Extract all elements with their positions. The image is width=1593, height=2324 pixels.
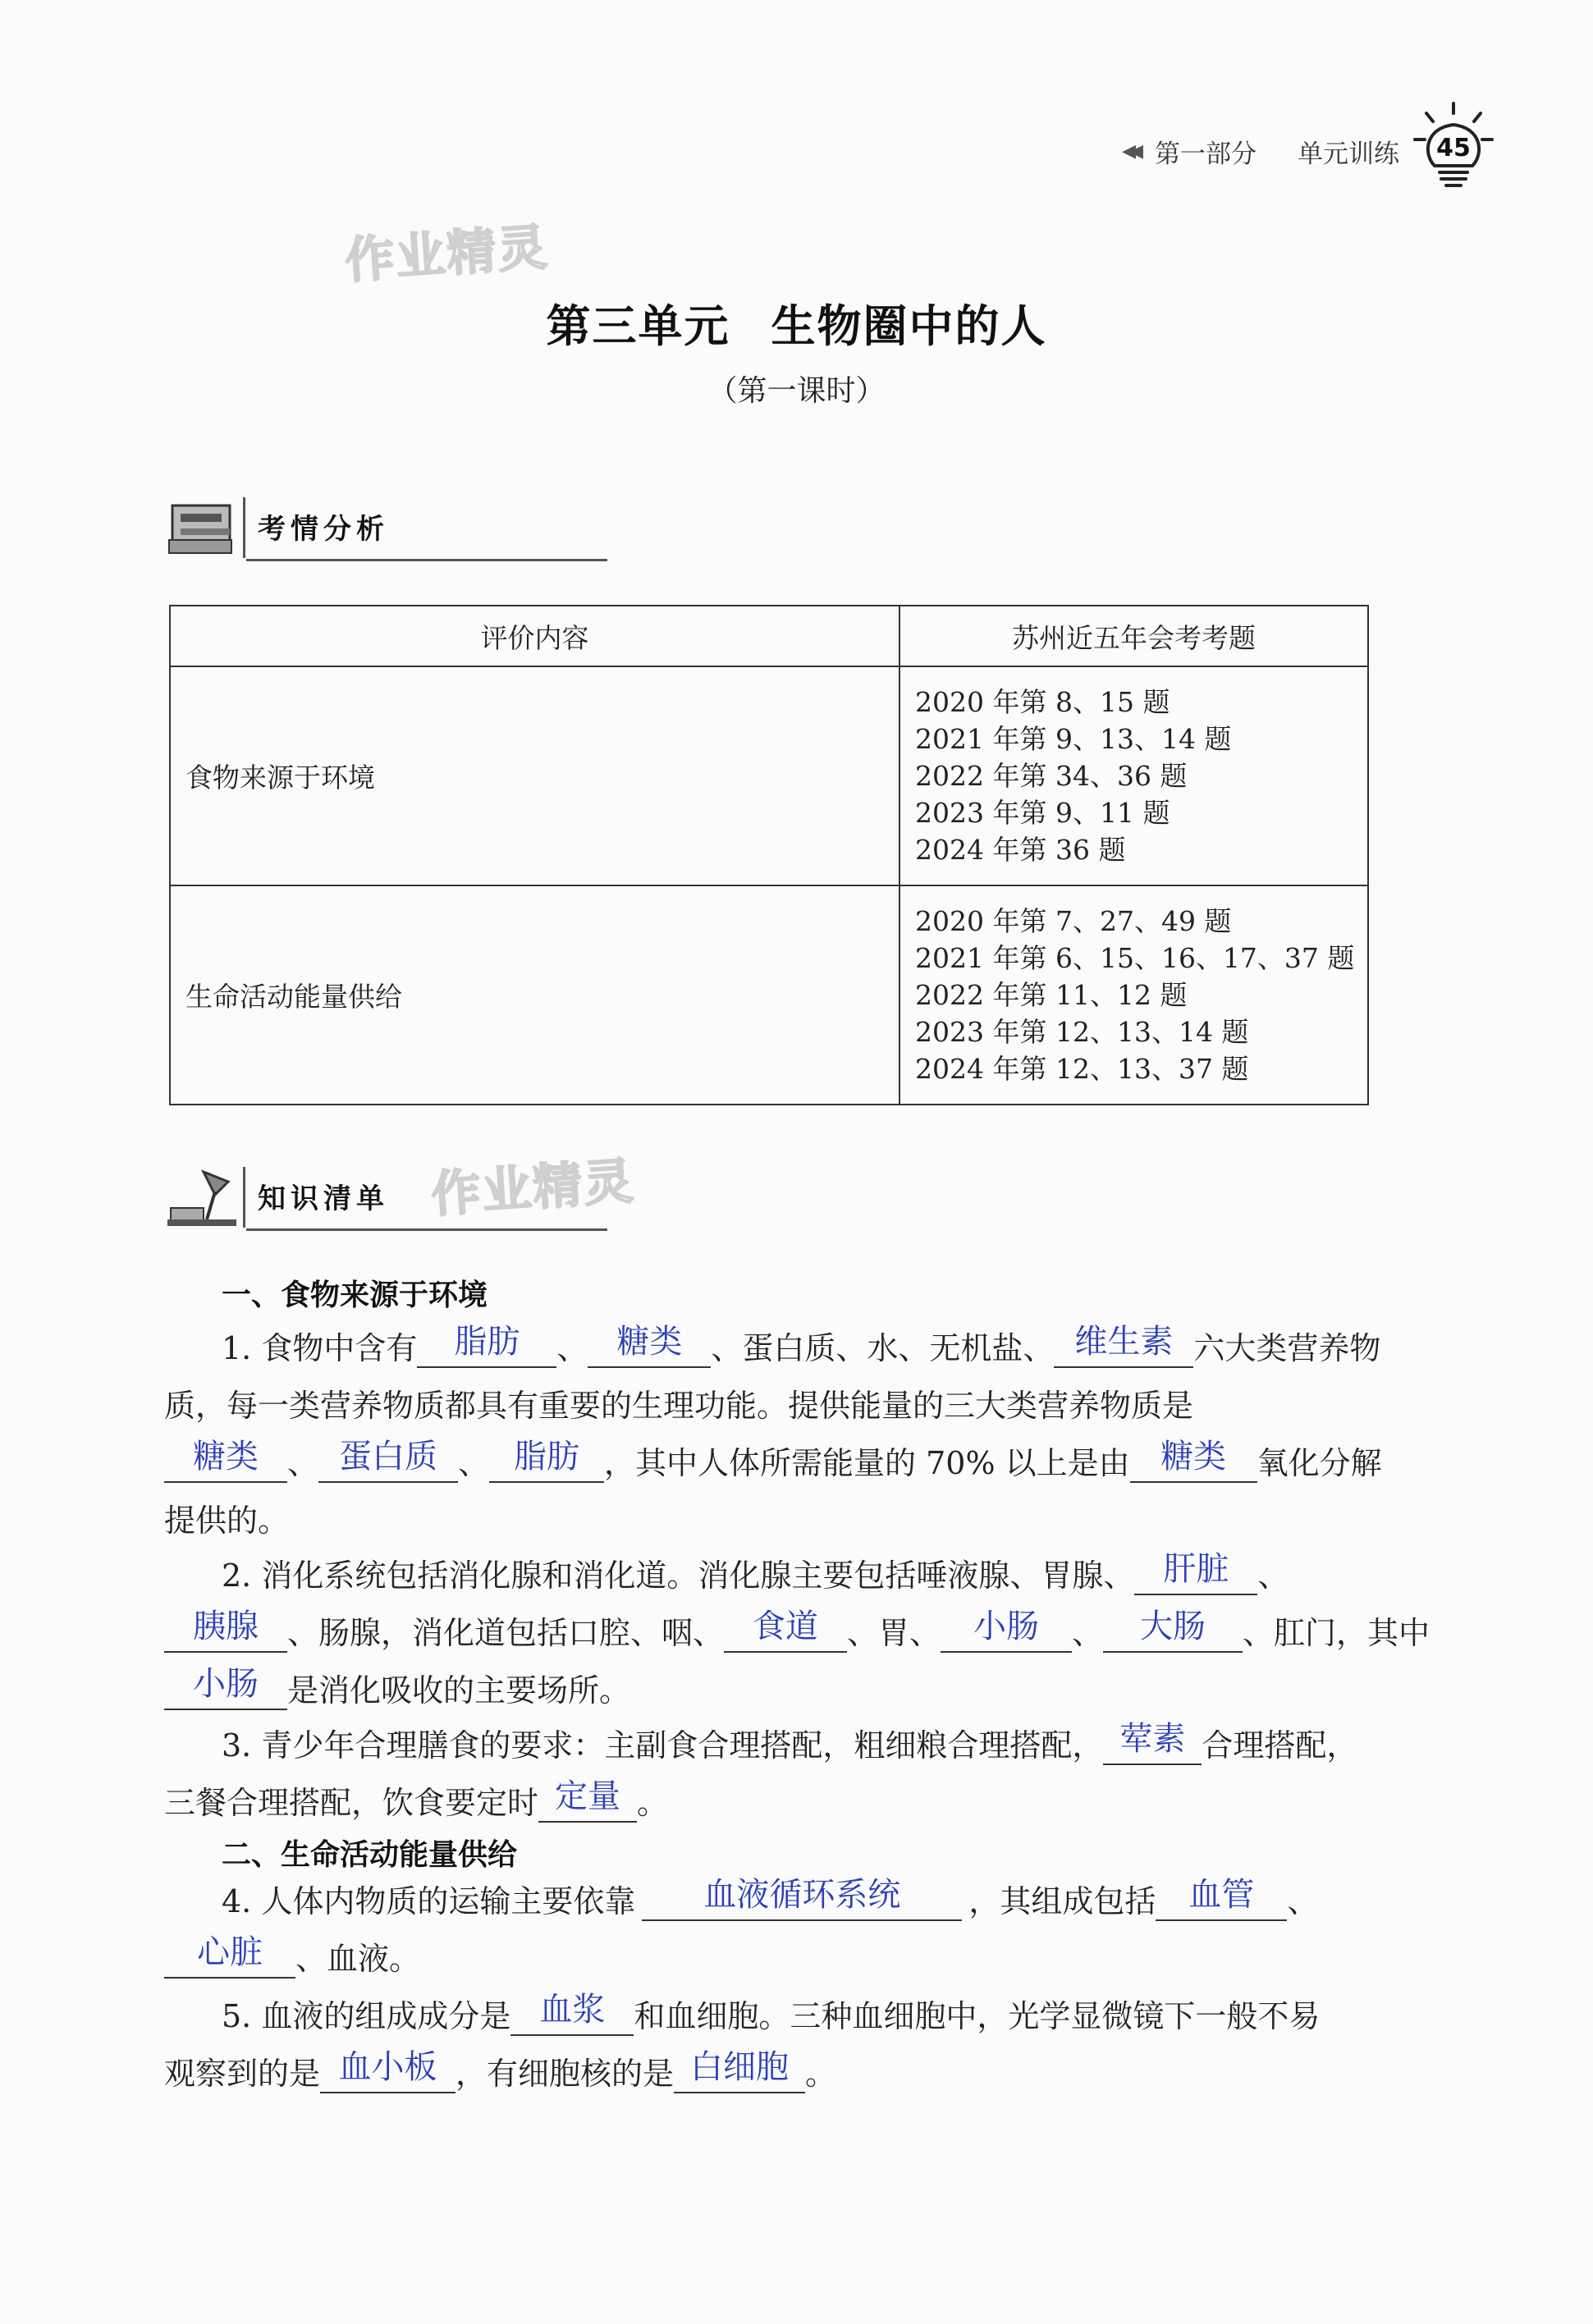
answer: 血液循环系统: [703, 1876, 901, 1914]
text: 和血细胞。三种血细胞中，光学显微镜下一般不易: [634, 1998, 1321, 2034]
answer: 心脏: [197, 1933, 263, 1971]
answer-blank: [941, 1608, 1072, 1653]
answer: 荤素: [1119, 1720, 1186, 1758]
table-cell-content: 生命活动能量供给: [170, 885, 899, 1105]
question-1: [164, 1320, 1382, 1549]
table-header: 苏州近五年会考考题: [899, 606, 1368, 666]
answer: 食道: [753, 1608, 819, 1645]
text: 、: [1257, 1558, 1289, 1594]
text: 、肛门，其中: [1243, 1615, 1430, 1651]
answer-blank: [164, 1933, 295, 1979]
text: 、蛋白质、水、无机盐、: [711, 1330, 1055, 1366]
running-header: [1122, 133, 1399, 170]
page-title: [0, 291, 1593, 355]
answer: 定量: [555, 1777, 621, 1815]
text: 质，每一类营养物质都具有重要的生理功能。提供能量的三大类营养物质是: [164, 1388, 1194, 1424]
text: 合理搭配，: [1202, 1727, 1358, 1764]
desk-lamp-icon: [164, 1167, 243, 1231]
table-header: 评价内容: [170, 606, 899, 666]
answer-blank: [724, 1608, 847, 1653]
analysis-section-header: [164, 494, 443, 561]
exam-item: 2020 年第 7、27、49 题: [915, 905, 1232, 937]
page-subtitle: （第一课时）: [707, 374, 886, 408]
table-row: [170, 666, 1368, 885]
back-arrow-icon: ◀◀: [1122, 141, 1137, 162]
text: 、血液。: [295, 1941, 421, 1977]
answer-blank: [588, 1323, 711, 1368]
header-subsection: 单元训练: [1298, 140, 1399, 169]
table-header-row: [170, 606, 1368, 666]
answer-blank: [1103, 1608, 1243, 1653]
text: 1. 食物中含有: [222, 1330, 418, 1366]
text: 。: [637, 1785, 669, 1821]
knowledge-heading: 知识清单: [258, 1183, 389, 1215]
answer-blank: [164, 1438, 287, 1483]
text: 4. 人体内物质的运输主要依靠: [222, 1883, 636, 1919]
books-icon: [164, 497, 243, 561]
text: 5. 血液的组成成分是: [222, 1998, 511, 2034]
answer: 糖类: [616, 1323, 683, 1361]
title-topic: 生物圈中的人: [771, 300, 1047, 352]
answer-blank: [1134, 1550, 1257, 1595]
exam-item: 2020 年第 8、15 题: [915, 686, 1170, 718]
answer-blank: [1054, 1323, 1193, 1368]
text: 观察到的是: [164, 2056, 321, 2092]
question-5: [164, 1988, 1377, 2102]
text: 。: [805, 2056, 837, 2092]
answer: 大肠: [1140, 1608, 1206, 1645]
answer-blank: [1156, 1876, 1287, 1921]
exam-item: 2023 年第 9、11 题: [915, 797, 1170, 829]
text: ，其中人体所需能量的 70% 以上是由: [604, 1445, 1130, 1481]
answer-blank: [1103, 1720, 1202, 1765]
question-3: [164, 1717, 1377, 1832]
text: 提供的。: [164, 1503, 290, 1539]
question-2: [164, 1547, 1430, 1719]
header-section: 第一部分: [1155, 140, 1257, 169]
answer: 脂肪: [514, 1438, 580, 1475]
answer-blank: [538, 1777, 637, 1823]
exam-item: 2022 年第 34、36 题: [915, 760, 1188, 792]
text: 、肠腺，消化道包括口腔、咽、: [287, 1615, 725, 1651]
answer-blank: [417, 1323, 556, 1368]
table-cell-content: 食物来源于环境: [170, 666, 899, 885]
answer: 小肠: [193, 1665, 259, 1703]
answer: 糖类: [1160, 1438, 1227, 1475]
watermark-mid: 作业精灵: [429, 1152, 637, 1224]
exam-item: 2024 年第 12、13、37 题: [915, 1053, 1249, 1085]
analysis-heading: 考情分析: [258, 513, 389, 546]
answer-blank: [674, 2048, 805, 2093]
watermark-top: 作业精灵: [343, 218, 551, 290]
answer: 肝脏: [1163, 1550, 1229, 1588]
table-cell-items: [899, 885, 1368, 1105]
text: 六大类营养物: [1193, 1330, 1381, 1366]
answer-blank: [642, 1876, 962, 1921]
answer-blank: [164, 1608, 287, 1653]
answer: 小肠: [973, 1608, 1040, 1645]
answer-blank: [320, 2048, 455, 2093]
question-4: [164, 1873, 1377, 1988]
exam-item: 2023 年第 12、13、14 题: [915, 1016, 1249, 1048]
exam-item: 2022 年第 11、12 题: [915, 979, 1188, 1011]
section1-heading: 一、食物来源于环境: [222, 1279, 488, 1312]
exam-item: 2024 年第 36 题: [915, 834, 1126, 866]
text: 2. 消化系统包括消化腺和消化道。消化腺主要包括唾液腺、胃腺、: [222, 1558, 1135, 1594]
text: 、: [458, 1445, 490, 1481]
exam-analysis-table: [169, 605, 1369, 1105]
text: 三餐合理搭配，饮食要定时: [164, 1785, 539, 1821]
answer-blank: [1130, 1438, 1257, 1483]
text: 氧化分解: [1257, 1445, 1382, 1481]
text: 、: [287, 1445, 319, 1481]
table-cell-items: [899, 666, 1368, 885]
text: ，其组成包括: [968, 1883, 1156, 1919]
answer: 糖类: [193, 1438, 259, 1475]
lightbulb-page-icon: [1408, 97, 1499, 195]
answer: 血小板: [338, 2048, 437, 2086]
text: 是消化吸收的主要场所。: [287, 1672, 631, 1709]
exam-item: 2021 年第 6、15、16、17、37 题: [915, 942, 1355, 974]
answer: 蛋白质: [339, 1438, 438, 1475]
exam-item: 2021 年第 9、13、14 题: [915, 723, 1232, 755]
page-number: 45: [1436, 134, 1471, 162]
text: ，有细胞核的是: [455, 2056, 675, 2092]
text: 、胃、: [847, 1615, 941, 1651]
answer-blank: [489, 1438, 604, 1483]
knowledge-section-header: [164, 1164, 443, 1231]
answer: 血浆: [539, 1991, 606, 2029]
section2-heading: 二、生命活动能量供给: [222, 1838, 518, 1872]
answer-blank: [164, 1665, 287, 1710]
text: 3. 青少年合理膳食的要求：主副食合理搭配，粗细粮合理搭配，: [222, 1727, 1104, 1764]
answer: 胰腺: [193, 1608, 259, 1645]
title-unit: 第三单元: [546, 300, 730, 352]
text: 、: [556, 1330, 588, 1366]
answer: 维生素: [1074, 1323, 1174, 1361]
answer: 血管: [1188, 1876, 1255, 1914]
table-row: [170, 885, 1368, 1105]
answer: 白细胞: [690, 2048, 790, 2086]
answer: 脂肪: [454, 1323, 520, 1361]
text: 、: [1072, 1615, 1104, 1651]
answer-blank: [318, 1438, 458, 1483]
text: 、: [1287, 1883, 1319, 1919]
answer-blank: [510, 1991, 634, 2036]
